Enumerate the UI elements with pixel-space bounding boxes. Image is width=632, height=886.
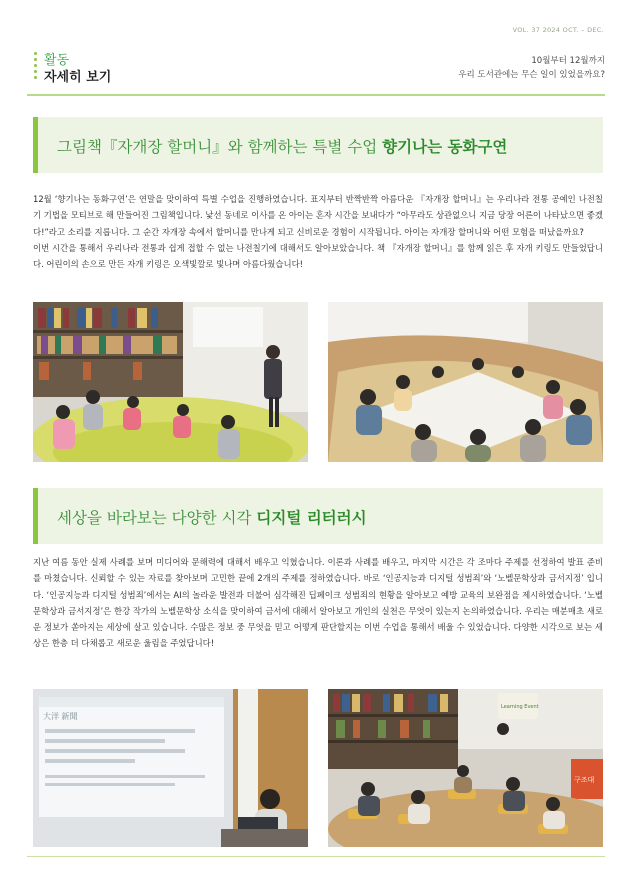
article2-paragraph-1: 지난 여름 동안 실제 사례를 보며 미디어와 문해력에 대해서 배우고 익혔습니다. 이론과 사례를 배우고, 마지막 시간은 각 조마다 주제를 선정하여 발표 준비를 마쳤습니다. 신뢰할 수 있는 자료를 찾아보며 고민한 끝에 2개의 주제를 정하였습니다. 바로 ‘인공지능과 디지털 성범죄’와 ‘노벨문학상과 금서지정’ 입니다. ‘인공지능과 디지털 성범죄’에서는 AI의 놀라운 발전과 더불어 심각해진 딥페이크 성범죄의 현황을 알아보고 예방 교육의 보완점을 제시하였습니다. ‘노벨문학상과 금서지정’은 한강 작가의 노벨문학상 소식을 맞이하여 금서에 대해서 알아보고 개인의 실천은 무엇이 있는지 논의하였습니다. 우리는 매분매초 새로운 정보가 쏟아지는 세상에 살고 있습니다. 수많은 정보 중 무엇을 믿고 어떻게 판단할지는 이번 수업을 통해서 배울 수 있었습니다. 다양한 시각으로 보는 세상은 한층 더 다채롭고 새로운 울림을 주었답니다! [33, 557, 603, 649]
page-header [27, 46, 605, 94]
article1-body [33, 191, 603, 272]
storytelling-photo [33, 302, 308, 462]
issue-label: VOL. 37 2024 OCT. – DEC. [512, 26, 604, 34]
title-accent-bar [33, 117, 38, 173]
keyring-craft-photo [328, 302, 603, 462]
floor-sign-text: 구조대 [574, 776, 595, 784]
booth-sign-text: Learning Event [501, 704, 539, 710]
footer-divider [27, 856, 605, 857]
article1-paragraph-1: 12월 ‘향기나는 동화구연’은 연말을 맞이하여 특별 수업을 진행하였습니다. 표지부터 반짝반짝 아름다운 『자개장 할머니』는 우리나라 전통 공예인 나전칠기 기법을 모티브로 해 만들어진 그림책입니다. 낯선 동네로 이사를 온 아이는 혼자 시간을 보내다가 “아무라도 상관없으니 지금 당장 어른이 나타났으면 좋겠다!”라고 소리를 지릅니다. 그 순간 자개장 속에서 할머니를 만나게 되고 신비로운 경험이 시작됩니다. 아이는 자개장 할머니와 어떤 모험을 떠났을까요? [33, 194, 603, 237]
article1-title-prefix: 그림책『자개장 할머니』와 함께하는 특별 수업 [57, 138, 383, 156]
article1-title-bold: 향기나는 동화구연 [382, 138, 508, 156]
discussion-photo [328, 689, 603, 847]
screen-heading-text: 大洋 新聞 [43, 712, 78, 721]
article2-title-prefix: 세상을 바라보는 다양한 시각 [57, 509, 257, 527]
bullet-dots-icon [34, 52, 38, 82]
article2-title [57, 506, 367, 528]
article1-title-banner [33, 117, 603, 173]
article2-title-banner [33, 488, 603, 544]
section-title-line1: 활동 [44, 53, 70, 68]
section-title-line2: 자세히 보기 [44, 70, 112, 85]
title-accent-bar [33, 488, 38, 544]
header-divider [27, 94, 605, 96]
article1-paragraph-2: 이번 시간을 통해서 우리나라 전통과 쉽게 접할 수 없는 나전칠기에 대해서도 알아보았습니다. 책 『자개장 할머니』를 함께 읽은 후 자개 키링도 만들었답니다. 어린이의 손으로 만든 자개 키링은 오색빛깔로 빛나며 아름다웠습니다! [33, 242, 603, 270]
article1-title [57, 135, 507, 157]
period-text: 10월부터 12월까지 [531, 56, 605, 66]
question-text: 우리 도서관에는 무슨 일이 있었을까요? [458, 70, 605, 80]
article2-title-bold: 디지털 리터러시 [256, 509, 367, 527]
presentation-photo [33, 689, 308, 847]
article2-body [33, 554, 603, 652]
